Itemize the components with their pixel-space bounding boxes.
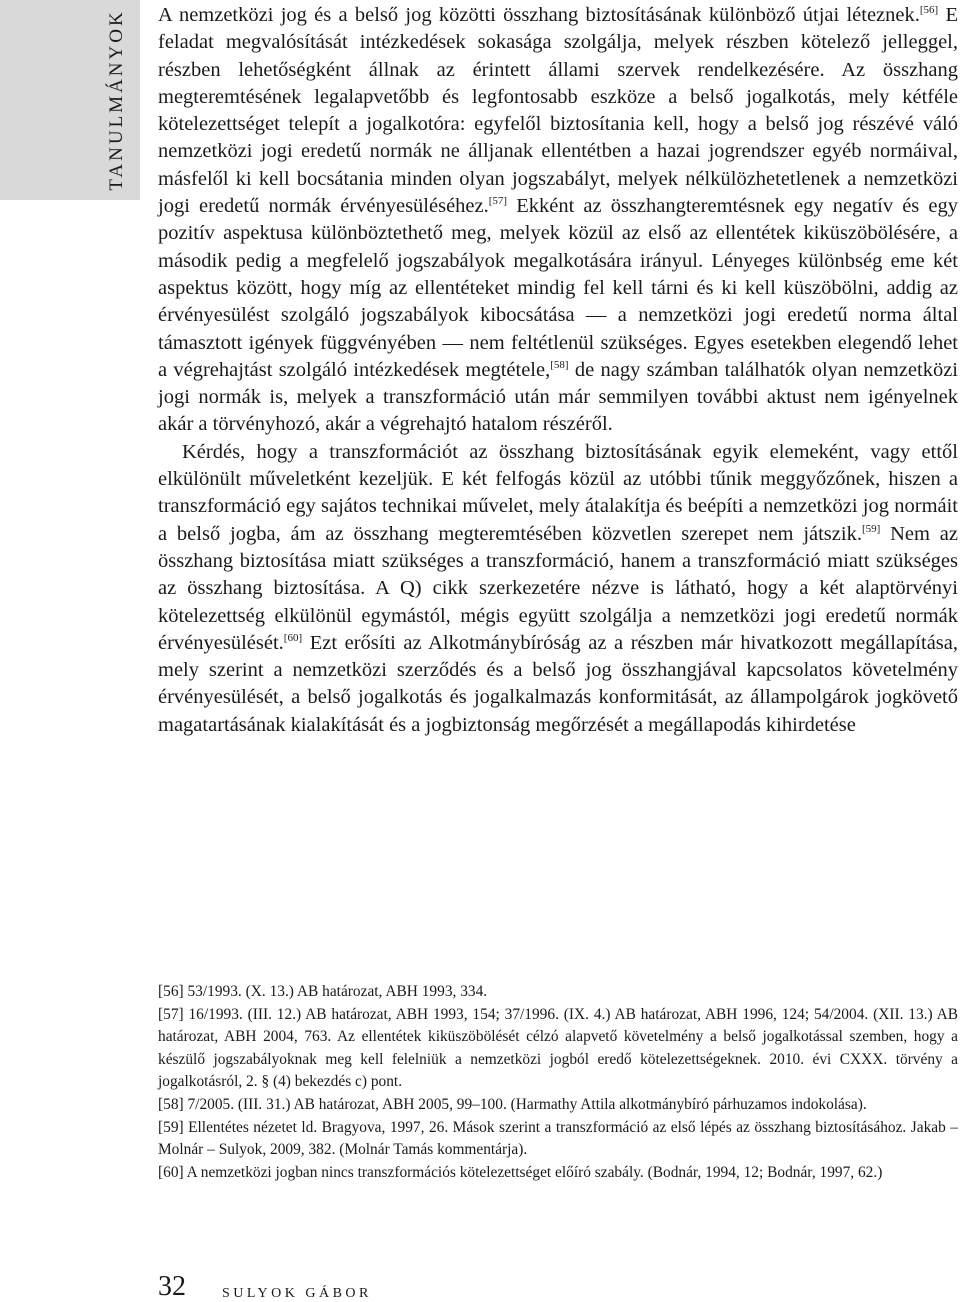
footnote-ref[interactable]: [60] — [283, 631, 303, 644]
running-footer-author: SULYOK GÁBOR — [222, 1286, 372, 1301]
paragraph-text: A nemzetközi jog és a belső jog közötti összhang biztosításának különböző útjai léteznek. — [158, 4, 920, 26]
section-label: TANULMÁNYOK — [106, 9, 127, 191]
footnote-ref[interactable]: [57] — [488, 195, 508, 208]
footnote: [59] Ellentétes nézetet ld. Bragyova, 1997, 26. Mások szerint a transzformáció az első lépés az összhang biztosításához. Jakab – Molnár – Sulyok, 2009, 382. (Molnár Tamás kommentárja). — [158, 1118, 958, 1159]
footnote: [58] 7/2005. (III. 31.) AB határozat, ABH 2005, 99–100. (Harmathy Attila alkotmánybíró párhuzamos indokolása). — [158, 1095, 867, 1113]
paragraph-text: Ekként az összhangteremtésnek egy negatív és egy pozitív aspektusa különböztethető meg, melyek közül az első az ellentétek kiküszöbölésére, a második pedig a megfelelő jogszabályok megalkotására irányul. Lényeges különbség eme két aspektus között, hogy míg az ellentéteket mindig fel kell tárni és ki kell küszöbölni, addig az érvényesülést szolgáló jogszabályok kibocsátása — a nemzetközi jogi eredetű norma által támasztott igények függvényében — nem feltétlenül szükséges. Egyes esetekben elegendő lehet a végrehajtást szolgáló intézkedések megtétele, — [158, 195, 958, 381]
paragraph-text: Kérdés, hogy a transzformációt az összhang biztosításának egyik elemeként, vagy ettől elkülönült műveletként kezeljük. E két felfogás közül az utóbbi tűnik meggyőzőnek, hiszen a transzformáció egy sajátos technikai művelet, mely átalakítja és beépíti a nemzetközi jog normáit a belső jogba, ám az összhang megteremtésében közvetlen szerepet nem játszik. — [158, 440, 958, 545]
footnotes — [158, 981, 958, 1184]
footnote: [60] A nemzetközi jogban nincs transzformációs kötelezettséget előíró szabály. (Bodnár, 1994, 12; Bodnár, 1997, 62.) — [158, 1163, 883, 1181]
paragraph-text: E feladat megvalósítását intézkedések sokasága szolgálja, melyek részben kötelező jelleggel, részben lehetőségként állnak az érintett állami szervek rendelkezésére. Az összhang megteremtésének legalapvetőbb és legfontosabb eszköze a belső jogalkotás, mely kétféle kötelezettséget telepít a jogalkotóra: egyfelől biztosítania kell, hogy a belső jog részévé váló nemzetközi jogi eredetű normák ne álljanak ellentétben a hazai jogrendszer egyéb normáival, másfelől ki kell bocsátania minden olyan jogszabályt, melyek nélkülözhetetlenek a nemzetközi jogi eredetű normák érvényesüléséhez. — [158, 4, 958, 218]
footnote-ref[interactable]: [56] — [919, 4, 939, 16]
paragraph-text: Ezt erősíti az Alkotmánybíróság az a részben már hivatkozott megállapítása, mely szerint a nemzetközi szerződés és a belső jog összhangjával kapcsolatos követelmény érvényesülését, a belső jogalkotás és jogalkalmazás konformitását, az állampolgárok jogkövető magatartásának kialakítását és a jogbiztonság megőrzését a megállapodás kihirdetése — [158, 631, 958, 736]
page-number: 32 — [158, 1271, 186, 1302]
body-text — [158, 2, 958, 739]
footnote: [56] 53/1993. (X. 13.) AB határozat, ABH 1993, 334. — [158, 983, 488, 1000]
footnote: [57] 16/1993. (III. 12.) AB határozat, ABH 1993, 154; 37/1996. (IX. 4.) AB határozat, ABH 1996, 124; 54/2004. (XII. 13.) AB határozat, ABH 2004, 763. Az ellentétek kiküszöbölését célzó alapvető követelmény a belső jogalkotással szemben, hogy a készülő jogszabályoknak meg kell felelniük a nemzetközi jogból eredő kötelezettségeknek. 2010. évi CXXX. törvény a jogalkotásról, 2. § (4) bekezdés c) pont. — [158, 1005, 958, 1091]
paragraph-text: Nem az összhang biztosítása miatt szükséges a transzformáció, hanem a transzformáció miatt szükséges az összhang biztosítása. A Q) cikk szerkezetére nézve is látható, hogy a két alaptörvényi kötelezettség elkülönül egymástól, mégis együtt szolgálja a nemzetközi jogi eredetű normák érvényesülését. — [158, 522, 958, 654]
footnote-ref[interactable]: [59] — [861, 522, 881, 535]
paragraph — [158, 439, 958, 739]
paragraph-text: de nagy számban találhatók olyan nemzetközi jogi normák is, melyek a transzformáció után már semmilyen további aktust nem igényelnek akár a törvényhozó, akár a végrehajtó hatalom részéről. — [158, 358, 958, 436]
footnote-ref[interactable]: [58] — [550, 358, 569, 371]
paragraph — [158, 2, 958, 439]
